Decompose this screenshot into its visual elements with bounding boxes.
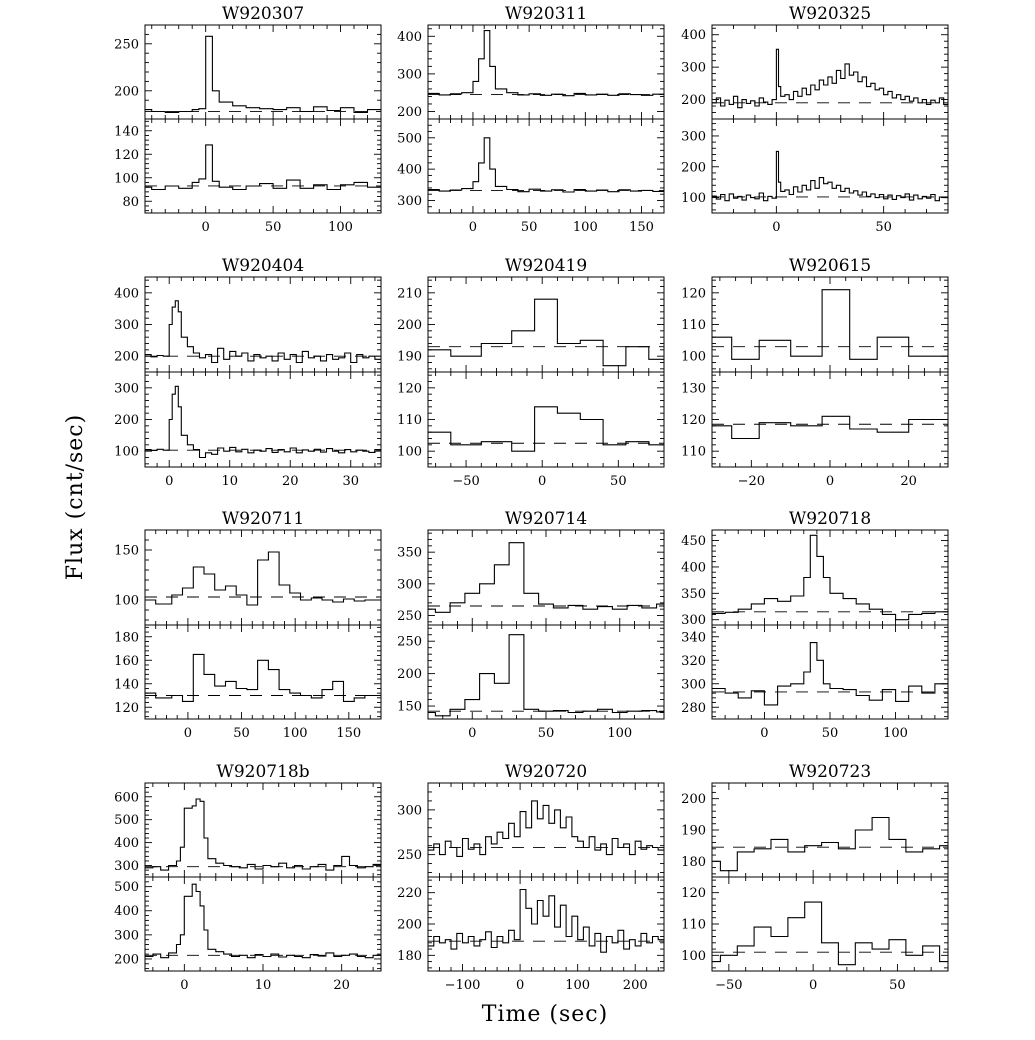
panel1-bottom-ytick-label: 300 [397,193,422,209]
panel9-bottom-xtick-label: 10 [254,978,272,993]
panel11-top-histogram [712,818,948,871]
panel9-top-frame [145,783,381,877]
panel8-top-ytick-label: 450 [681,534,706,550]
panel10-bottom-histogram [428,890,664,953]
panel0-bottom-xtick-label: 100 [328,220,353,235]
panel5-top-ytick-label: 110 [681,318,706,333]
panel0-bottom-ytick-label: 80 [122,194,139,210]
panel10-top-frame [428,783,664,877]
panel0-bottom-ytick-label: 140 [114,124,139,140]
panel2-bottom-ytick-label: 100 [681,191,706,207]
panel10-bottom-ytick-label: 180 [397,948,422,964]
panel11-bottom-ytick-label: 120 [681,886,706,902]
panel9-top-histogram [145,799,381,870]
panel11-bottom-frame [712,877,948,971]
panel-title: W920720 [504,762,588,782]
panel7-bottom-xtick-label: 0 [468,726,477,741]
panel10-top-ytick-label: 300 [397,803,422,819]
panel9-top-ytick-label: 600 [114,790,139,806]
panel8-top-histogram [712,535,948,619]
panel-title: W920307 [221,4,305,24]
panel7-top-histogram [428,543,664,613]
panel0-top-ytick-label: 250 [114,37,139,53]
panel1-bottom-ytick-label: 500 [397,131,422,147]
panel6-bottom-ytick-label: 180 [114,630,139,646]
panel3-bottom-frame [145,372,381,467]
panel6-top-ytick-label: 100 [114,593,139,609]
panel3-bottom-xtick-label: 20 [281,474,299,489]
panel9-bottom-ytick-label: 200 [114,952,139,968]
panel6-bottom-xtick-label: 50 [233,726,250,741]
panel-title: W920718 [788,509,872,529]
panel10-top-ytick-label: 250 [397,848,422,864]
panel6-bottom-xtick-label: 0 [183,726,193,741]
panel-title: W920714 [504,509,588,529]
panel-title: W920711 [221,509,305,529]
panel9-bottom-xtick-label: 20 [333,978,350,993]
panel5-top-histogram [712,290,948,360]
panel6-bottom-xtick-label: 100 [282,726,308,741]
panel1-top-ytick-label: 300 [397,67,422,83]
panel1-bottom-histogram [428,138,664,192]
y-axis-label: Flux (cnt/sec) [63,413,88,581]
panel1-bottom-ytick-label: 400 [397,162,422,178]
panel1-top-ytick-label: 200 [397,104,422,120]
panel3-bottom-ytick-label: 300 [114,381,139,397]
panel6-bottom-ytick-label: 160 [114,653,139,669]
panel3-top-ytick-label: 400 [114,286,139,302]
panel0-top-frame [145,25,381,119]
panel9-bottom-ytick-label: 300 [114,928,139,944]
panel8-bottom-xtick-label: 0 [760,726,769,741]
panel8-bottom-ytick-label: 280 [681,700,706,716]
panel3-top-ytick-label: 300 [114,318,139,333]
panel1-bottom-frame [428,119,664,213]
panel7-bottom-ytick-label: 250 [397,634,422,650]
panel-title: W920718b [216,762,310,782]
panel1-top-frame [428,25,664,119]
panel7-bottom-ytick-label: 150 [397,699,422,715]
panel4-top-ytick-label: 190 [397,349,422,365]
panel1-top-ytick-label: 400 [397,29,422,45]
panel1-top-histogram [428,31,664,96]
panel3-bottom-xtick-label: 0 [165,474,174,489]
panel10-bottom-xtick-label: 200 [622,978,648,993]
panel11-bottom-xtick-label: 50 [889,978,906,993]
panel5-top-ytick-label: 120 [681,286,706,302]
panel6-bottom-histogram [145,654,381,701]
panel11-bottom-histogram [712,902,948,965]
panel2-bottom-histogram [712,151,948,200]
panel6-top-ytick-label: 150 [114,543,139,559]
panel3-bottom-ytick-label: 100 [114,444,139,460]
panel9-bottom-ytick-label: 500 [114,880,139,896]
panel0-bottom-xtick-label: 0 [201,220,210,235]
panel8-bottom-ytick-label: 340 [681,630,706,646]
panel9-bottom-xtick-label: 0 [180,978,189,993]
panel1-bottom-xtick-label: 0 [468,220,478,235]
panel8-top-ytick-label: 300 [681,613,706,629]
panel0-top-histogram [145,36,381,112]
panel-title: W920325 [788,4,872,24]
panel0-top-ytick-label: 200 [114,84,139,100]
panel1-bottom-xtick-label: 150 [629,220,654,235]
panel11-top-frame [712,783,948,877]
panel8-bottom-histogram [712,643,948,705]
panel8-bottom-ytick-label: 320 [681,653,706,669]
panel9-top-ytick-label: 300 [114,859,139,875]
panel0-bottom-histogram [145,145,381,190]
panel9-bottom-histogram [145,884,381,958]
panel4-top-ytick-label: 200 [397,318,422,333]
panel2-top-ytick-label: 200 [681,93,706,109]
panel-title: W920615 [788,256,872,276]
panel4-top-ytick-label: 210 [397,286,422,302]
panel1-bottom-xtick-label: 50 [520,220,538,235]
panel8-bottom-frame [712,625,948,719]
panel4-top-histogram [428,299,664,366]
panel4-bottom-ytick-label: 100 [397,444,422,460]
panel-title: W920404 [221,256,305,276]
panel1-bottom-xtick-label: 100 [572,220,598,235]
panel10-bottom-frame [428,877,664,971]
panel5-bottom-ytick-label: 130 [681,381,706,397]
panel8-bottom-xtick-label: 100 [883,726,908,741]
panel11-bottom-xtick-label: 0 [809,978,818,993]
panel7-top-ytick-label: 350 [397,545,422,561]
panel3-top-histogram [145,301,381,363]
panel3-bottom-xtick-label: 10 [221,474,238,489]
panel7-top-ytick-label: 300 [397,577,422,593]
panel10-top-histogram [428,801,664,857]
panel-title: W920311 [504,4,588,24]
panel6-bottom-ytick-label: 120 [114,700,139,716]
panel4-bottom-xtick-label: −50 [452,474,480,489]
panel8-top-ytick-label: 400 [681,560,706,576]
panel0-bottom-ytick-label: 120 [114,147,139,163]
panel11-bottom-xtick-label: −50 [715,978,743,993]
panel2-bottom-ytick-label: 300 [681,129,706,145]
panel-title: W920723 [788,762,872,782]
panel6-bottom-ytick-label: 140 [114,677,139,693]
panel10-bottom-xtick-label: −100 [444,978,481,993]
panel3-bottom-xtick-label: 30 [342,474,360,489]
panel2-top-frame [712,25,948,119]
panel3-bottom-ytick-label: 200 [114,413,139,428]
panel7-bottom-histogram [428,635,664,716]
panel2-top-ytick-label: 400 [681,28,706,44]
panel4-bottom-xtick-label: 50 [610,474,627,489]
panel7-bottom-ytick-label: 200 [397,667,422,683]
panel8-bottom-xtick-label: 50 [821,726,839,741]
panel6-bottom-frame [145,625,381,719]
panel2-bottom-xtick-label: 50 [875,220,892,235]
panel4-top-frame [428,277,664,372]
x-axis-label: Time (sec) [481,1002,609,1027]
panel0-bottom-xtick-label: 50 [264,220,282,235]
panel8-bottom-ytick-label: 300 [681,677,706,693]
panel10-bottom-xtick-label: 0 [515,978,525,993]
panel5-top-ytick-label: 100 [681,349,706,365]
panel6-top-frame [145,530,381,625]
panel5-bottom-xtick-label: −20 [737,474,766,489]
panel11-bottom-ytick-label: 100 [681,948,706,964]
panel5-top-frame [712,277,948,372]
panel4-bottom-histogram [428,407,664,451]
panel8-top-ytick-label: 350 [681,586,706,602]
panel6-bottom-xtick-label: 150 [336,726,362,741]
panel4-bottom-ytick-label: 110 [397,413,422,428]
panel5-bottom-xtick-label: 20 [900,474,917,489]
panel5-bottom-ytick-label: 120 [681,413,706,428]
panel5-bottom-ytick-label: 110 [681,444,706,460]
panel7-bottom-xtick-label: 50 [537,726,555,741]
panel0-bottom-ytick-label: 100 [114,171,139,187]
panel4-bottom-ytick-label: 120 [397,381,422,397]
panel-title: W920419 [504,256,588,276]
panel5-bottom-xtick-label: 0 [825,474,835,489]
panel7-bottom-frame [428,625,664,719]
panel4-bottom-frame [428,372,664,467]
panel2-bottom-xtick-label: 0 [772,220,781,235]
panel11-bottom-ytick-label: 110 [681,917,706,933]
panel4-bottom-xtick-label: 0 [538,474,547,489]
panel11-top-ytick-label: 180 [681,854,706,870]
panel10-bottom-xtick-label: 100 [565,978,591,993]
panel10-bottom-ytick-label: 200 [397,917,422,933]
panel2-bottom-frame [712,119,948,213]
panel3-bottom-histogram [145,386,381,457]
panel2-top-histogram [712,49,948,107]
panel7-bottom-xtick-label: 100 [607,726,633,741]
panel7-top-frame [428,530,664,625]
panel11-top-ytick-label: 200 [681,792,706,808]
panel10-bottom-ytick-label: 220 [397,886,422,902]
panel5-bottom-histogram [712,416,948,438]
panel9-top-ytick-label: 400 [114,836,139,852]
panel7-top-ytick-label: 250 [397,609,422,624]
panel3-top-ytick-label: 200 [114,349,139,365]
panel2-top-ytick-label: 300 [681,60,706,76]
panel2-bottom-ytick-label: 200 [681,160,706,176]
panel11-top-ytick-label: 190 [681,823,706,839]
panel9-bottom-ytick-label: 400 [114,904,139,920]
panel9-top-ytick-label: 500 [114,813,139,829]
panel0-bottom-frame [145,119,381,213]
